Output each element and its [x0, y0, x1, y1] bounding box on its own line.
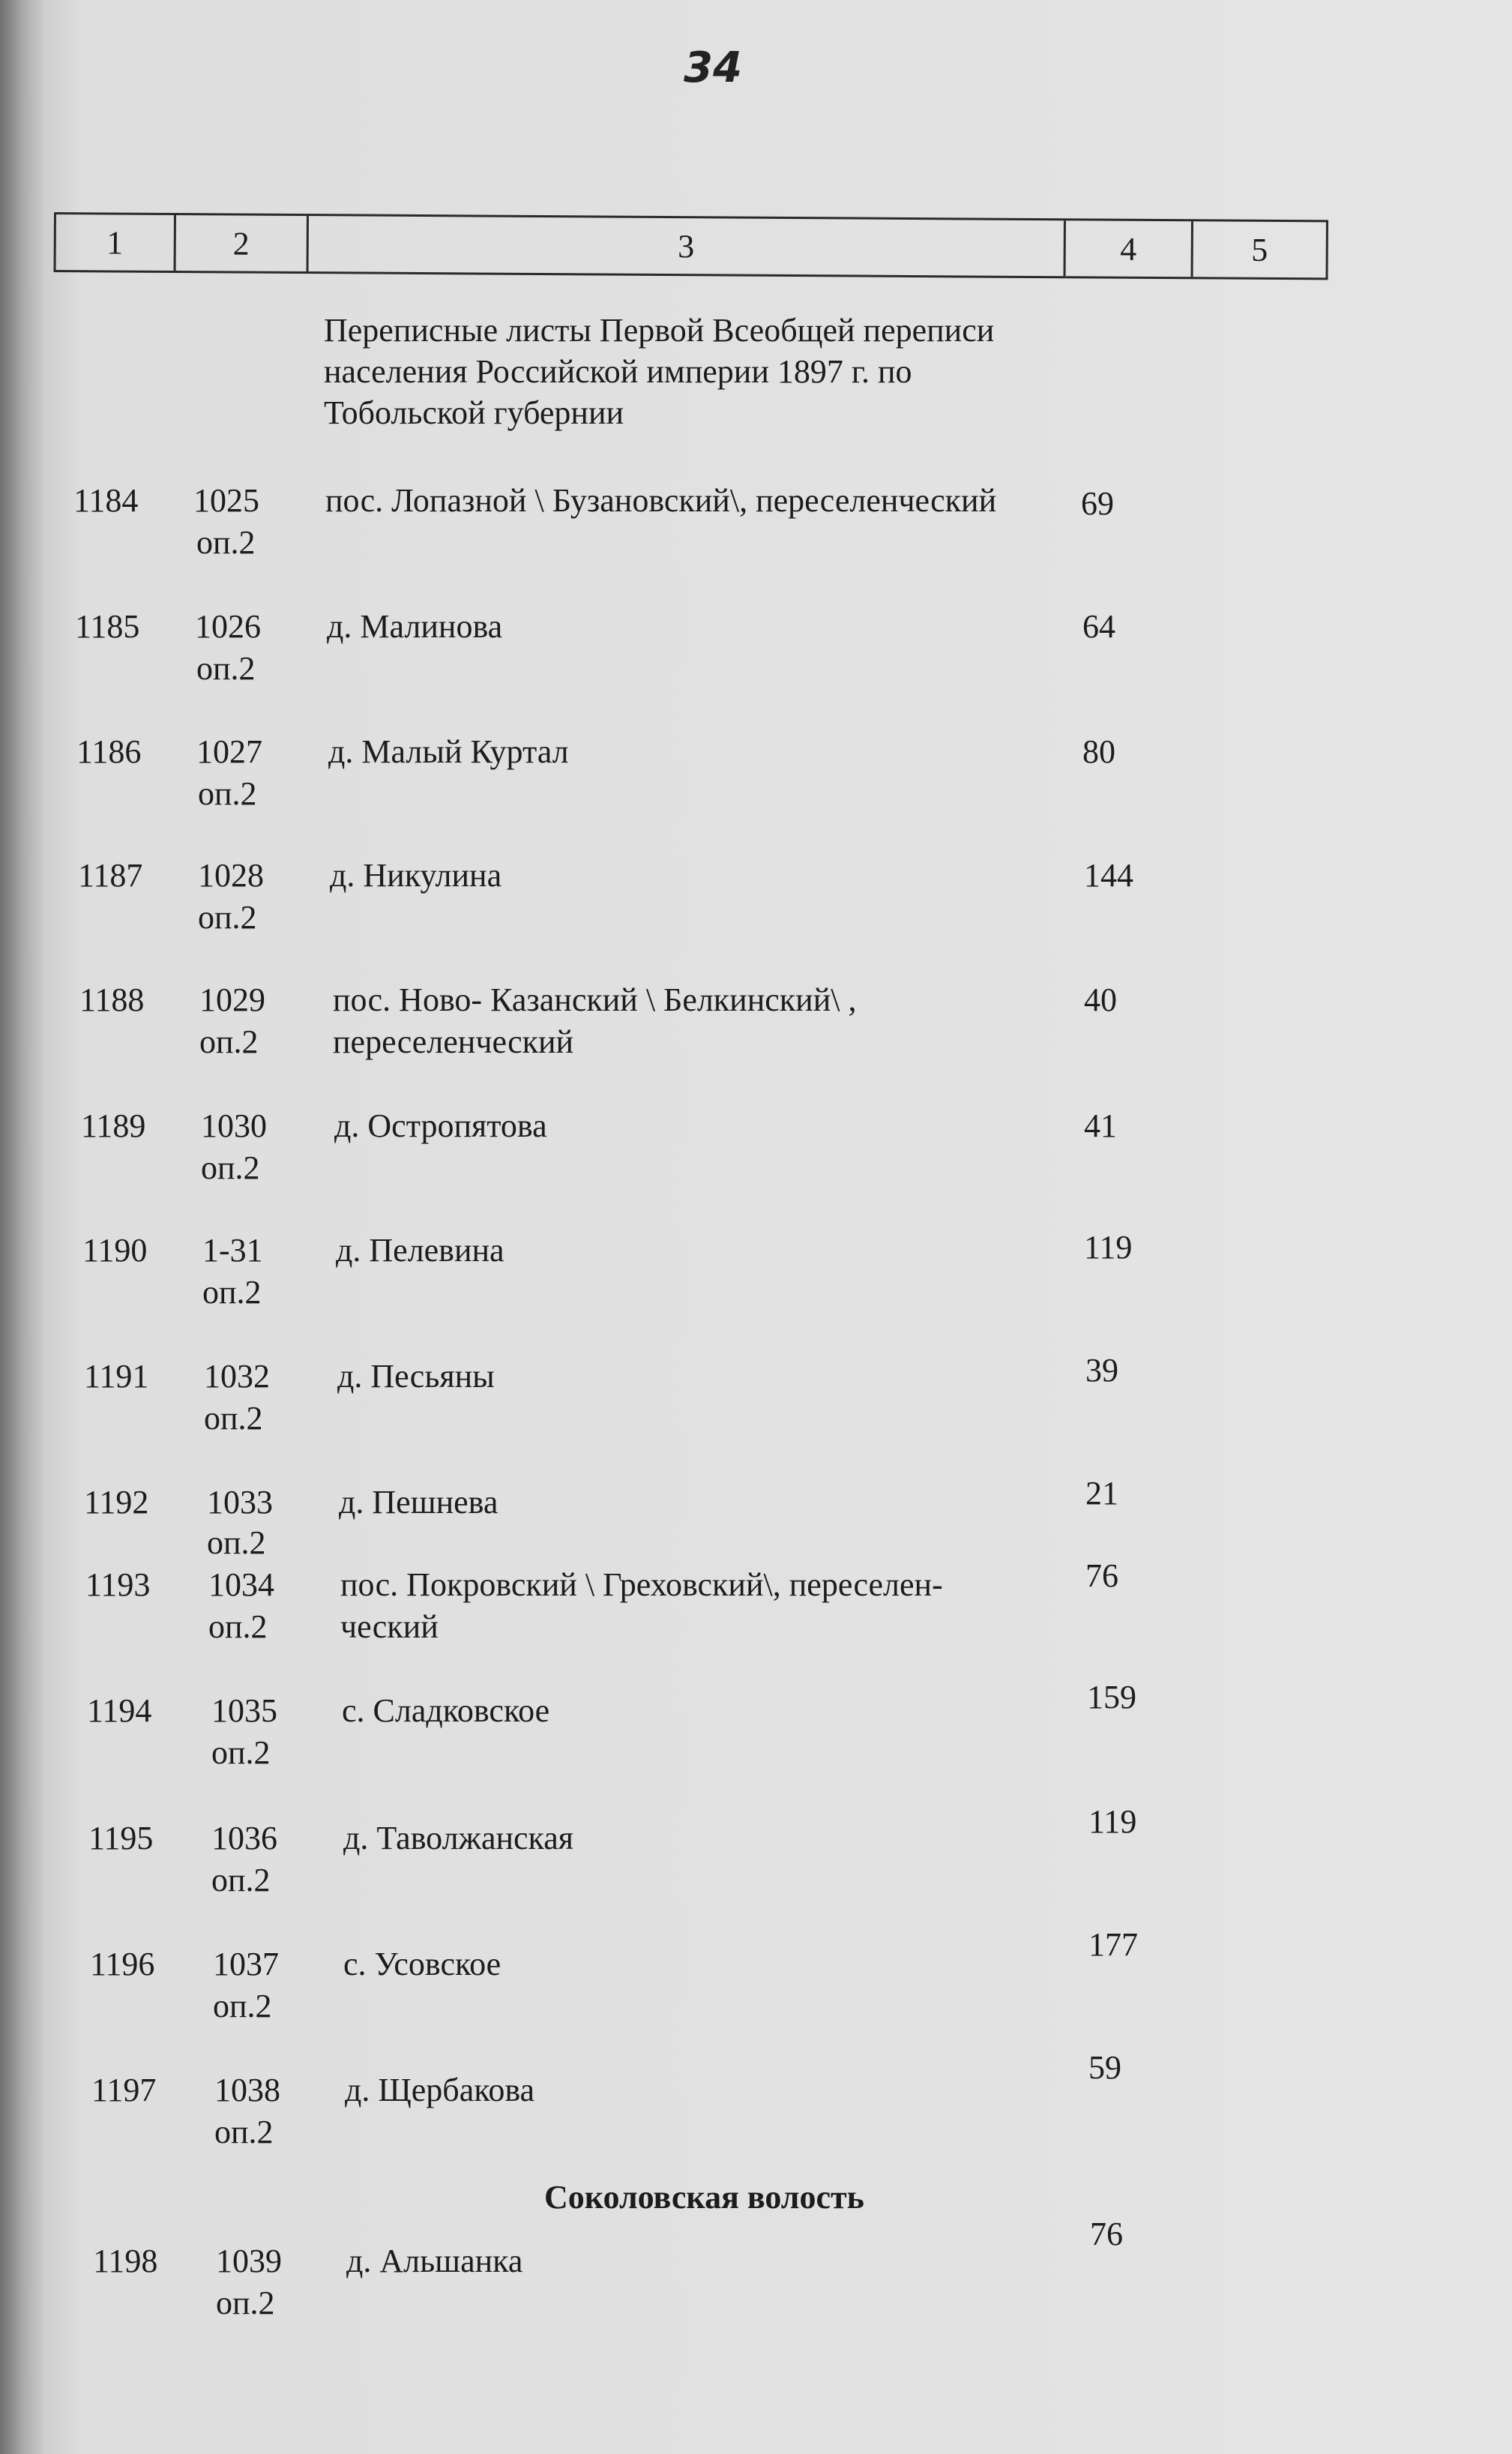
sheet-count: 76 — [1090, 2216, 1123, 2252]
file-number: 1039 — [216, 2243, 282, 2279]
table-row — [0, 979, 1512, 1062]
table-row — [0, 2049, 1512, 2152]
inventory-number: оп.2 — [202, 1274, 262, 1311]
row-number: 1186 — [76, 733, 142, 770]
sheet-count: 177 — [1088, 1926, 1138, 1963]
row-number: 1198 — [93, 2243, 158, 2279]
table-row — [0, 855, 1512, 937]
sheet-count: 76 — [1085, 1557, 1118, 1594]
record-title: д. Пелевина — [336, 1232, 504, 1269]
record-title: д. Малинова — [327, 608, 503, 645]
record-title: д. Щербакова — [345, 2072, 535, 2108]
page-number: 34 — [684, 43, 742, 92]
file-number: 1036 — [211, 1820, 277, 1856]
sheet-count: 40 — [1084, 981, 1117, 1018]
table-row — [0, 1926, 1512, 2026]
row-number: 1188 — [79, 981, 145, 1018]
row-number: 1193 — [85, 1566, 151, 1603]
sheet-count: 39 — [1085, 1352, 1118, 1389]
sheet-count: 80 — [1082, 733, 1115, 770]
inventory-number: оп.2 — [211, 1862, 271, 1898]
inventory-number: оп.2 — [198, 775, 257, 812]
file-number: 1-31 — [202, 1232, 263, 1269]
row-number: 1194 — [87, 1692, 152, 1729]
file-number: 1028 — [198, 857, 264, 894]
table-row — [0, 480, 1512, 562]
column-header-3: 3 — [309, 216, 1066, 276]
record-title: пос. Ново- Казанский \ Белкинский\ , переселенческий — [333, 981, 857, 1060]
inventory-number: оп.2 — [196, 524, 256, 561]
record-title: д. Альшанка — [346, 2243, 523, 2279]
inventory-number: оп.2 — [211, 1734, 271, 1771]
record-title: д. Малый Куртал — [328, 733, 569, 770]
table-row — [0, 2216, 1512, 2323]
record-title: пос. Лопазной \ Бузановский\, переселенческий — [325, 482, 997, 519]
table-row — [0, 1557, 1512, 1646]
inventory-number: оп.2 — [199, 1023, 259, 1060]
sheet-count: 119 — [1088, 1803, 1137, 1840]
inventory-number: оп.2 — [207, 1524, 266, 1561]
row-number: 1196 — [90, 1946, 155, 1982]
row-number: 1192 — [84, 1484, 149, 1521]
sheet-count: 21 — [1085, 1475, 1118, 1512]
table-row — [0, 606, 1512, 688]
file-number: 1026 — [195, 608, 261, 645]
file-number: 1033 — [207, 1484, 273, 1521]
record-title: д. Таволжанская — [343, 1820, 574, 1856]
inventory-number: оп.2 — [204, 1400, 263, 1437]
inventory-number: оп.2 — [213, 1988, 272, 2024]
column-header-2: 2 — [176, 215, 309, 271]
inventory-number: оп.2 — [198, 899, 257, 936]
sheet-count: 119 — [1084, 1229, 1133, 1266]
record-title: д. Пешнева — [339, 1484, 499, 1521]
record-title: д. Остропятова — [334, 1107, 547, 1144]
row-number: 1195 — [88, 1820, 154, 1856]
record-title: д. Никулина — [330, 857, 502, 894]
sheet-count: 59 — [1088, 2049, 1121, 2086]
sheet-count: 69 — [1081, 485, 1114, 522]
row-number: 1184 — [73, 482, 139, 519]
sheet-count: 159 — [1087, 1679, 1136, 1715]
file-number: 1029 — [199, 981, 265, 1018]
section-title: Переписные листы Первой Всеобщей переписи населения Российской империи 1897 г. по Тобольской губернии — [324, 312, 995, 431]
inventory-number: оп.2 — [216, 2285, 275, 2321]
row-number: 1189 — [81, 1107, 146, 1144]
inventory-number: оп.2 — [201, 1149, 260, 1186]
column-header-4: 4 — [1066, 220, 1193, 277]
record-title: д. Песьяны — [337, 1358, 495, 1395]
subsection-title: Соколовская волость — [544, 2179, 864, 2216]
file-number: 1037 — [213, 1946, 279, 1982]
column-header-row — [54, 212, 1328, 280]
table-row — [0, 1679, 1512, 1772]
sheet-count: 64 — [1082, 608, 1115, 645]
sheet-count: 144 — [1084, 857, 1133, 894]
row-number: 1187 — [78, 857, 143, 894]
inventory-number: оп.2 — [196, 650, 256, 687]
file-number: 1030 — [201, 1107, 267, 1144]
file-number: 1032 — [204, 1358, 270, 1395]
record-title: с. Усовское — [343, 1946, 502, 1982]
column-header-5: 5 — [1251, 231, 1268, 268]
sheet-count: 41 — [1084, 1107, 1117, 1144]
record-title: с. Сладковское — [342, 1692, 550, 1729]
row-number: 1191 — [84, 1358, 149, 1395]
file-number: 1025 — [193, 482, 259, 519]
table-row — [0, 1352, 1512, 1438]
row-number: 1185 — [75, 608, 140, 645]
inventory-number: оп.2 — [208, 1608, 268, 1645]
file-number: 1038 — [214, 2072, 280, 2108]
table-row — [0, 1105, 1512, 1188]
table-row — [0, 1803, 1512, 1900]
table-row — [0, 1230, 1512, 1312]
column-header-1: 1 — [56, 214, 176, 271]
file-number: 1034 — [208, 1566, 274, 1603]
record-title: пос. Покровский \ Греховский\, переселен-ческий — [340, 1566, 943, 1645]
file-number: 1027 — [196, 733, 262, 770]
table-row — [0, 1475, 1512, 1564]
row-number: 1190 — [82, 1232, 148, 1269]
file-number: 1035 — [211, 1692, 277, 1729]
table-row — [0, 731, 1512, 814]
inventory-number: оп.2 — [214, 2114, 274, 2150]
row-number: 1197 — [91, 2072, 157, 2108]
